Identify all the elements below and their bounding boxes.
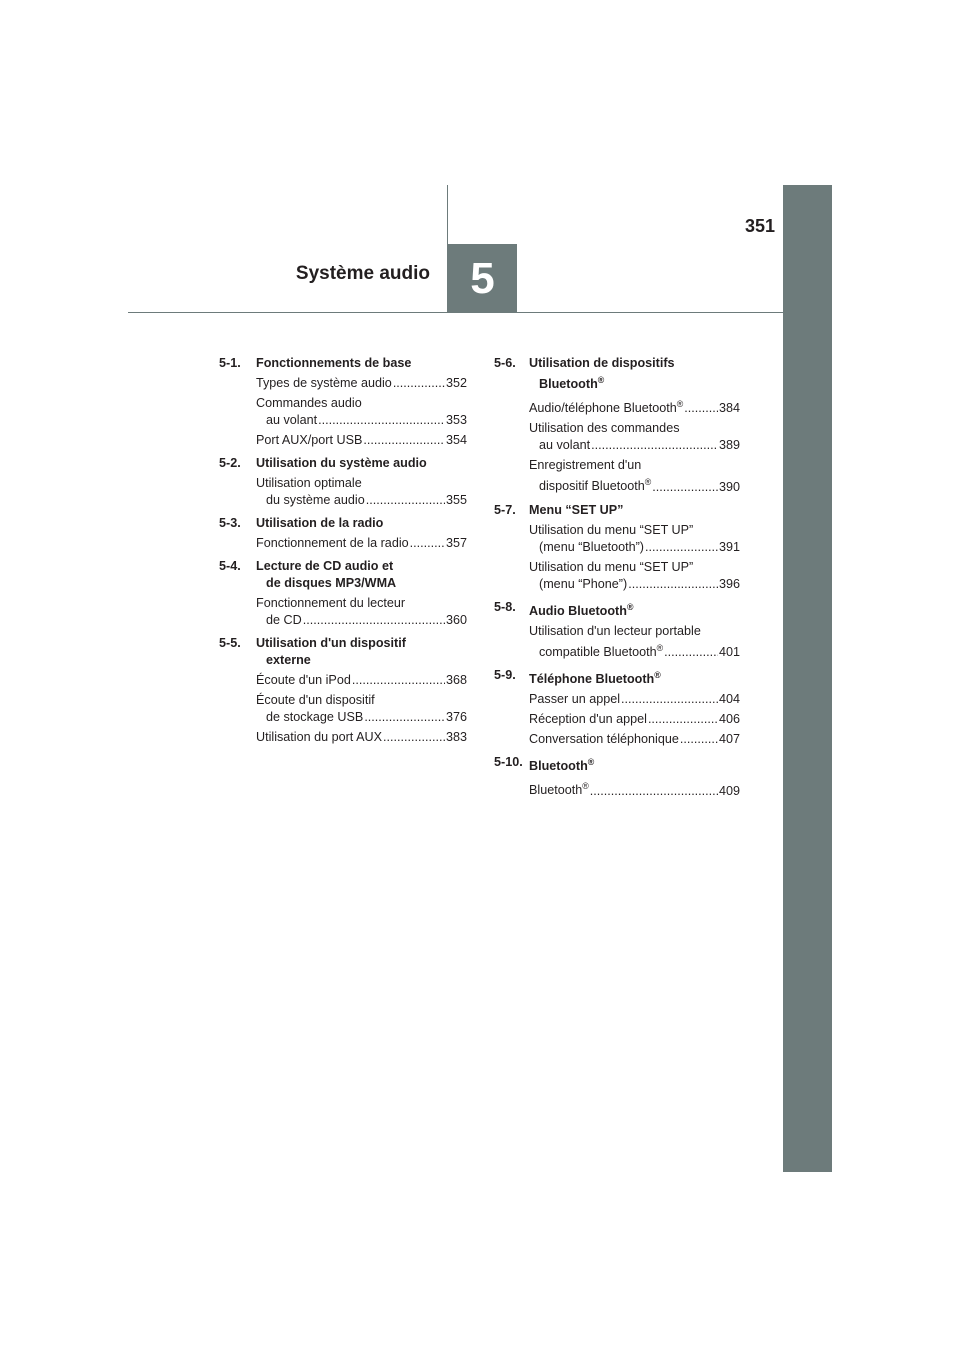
- toc-entry[interactable]: [529, 731, 740, 748]
- dot-leader: [383, 729, 445, 746]
- section-heading: [494, 667, 740, 688]
- toc-entry-line: [256, 535, 467, 552]
- toc-entry-line: [529, 437, 740, 454]
- toc-entry-line: [256, 492, 467, 509]
- dot-leader: [680, 731, 718, 748]
- dot-leader: [363, 432, 445, 449]
- toc-entry-text: Utilisation des commandes: [529, 421, 680, 436]
- dot-leader: [364, 709, 445, 726]
- section-number: 5-8.: [494, 599, 516, 614]
- dot-leader: [684, 400, 718, 417]
- toc-page-number: 352: [445, 376, 467, 390]
- toc-page-number: 357: [445, 536, 467, 550]
- section-title: [529, 754, 740, 775]
- section-title-line: de disques MP3/WMA: [266, 576, 397, 590]
- toc-entry-text: Écoute d'un iPod: [256, 673, 351, 687]
- toc-entry[interactable]: [256, 729, 467, 746]
- toc-entry-text: du système audio: [266, 493, 365, 507]
- toc-entry-text: (menu “Phone”): [539, 576, 628, 591]
- toc-section: [494, 599, 740, 661]
- toc-page-number: 355: [445, 493, 467, 507]
- toc-entry-line: [256, 692, 467, 709]
- toc-entry-text: au volant: [266, 413, 318, 427]
- toc-page-number: 368: [445, 673, 467, 687]
- toc-page-number: 396: [718, 576, 740, 591]
- toc-entry-line: [529, 559, 740, 576]
- toc-section: [219, 558, 467, 629]
- toc-entry-line: [529, 576, 740, 593]
- section-number: 5-9.: [494, 667, 516, 682]
- toc-page-number: 407: [718, 732, 740, 747]
- toc-entry-text: de stockage USB: [266, 710, 364, 724]
- toc-entry[interactable]: [256, 595, 467, 629]
- toc-entry-text: Utilisation du port AUX: [256, 730, 382, 744]
- section-title: [529, 355, 740, 393]
- dot-leader: [628, 576, 718, 593]
- section-number: 5-4.: [219, 559, 241, 573]
- toc-section: [494, 355, 740, 496]
- toc-page-number: 406: [718, 712, 740, 727]
- section-title-line: Lecture de CD audio et: [256, 559, 394, 573]
- toc-entry[interactable]: [529, 396, 740, 417]
- toc-entry-line: [529, 711, 740, 728]
- toc-entry-text: Conversation téléphonique: [529, 732, 679, 747]
- section-number: 5-5.: [219, 636, 241, 650]
- toc-entry[interactable]: [256, 395, 467, 429]
- toc-entry-text: Enregistrement d'un: [529, 458, 642, 473]
- section-heading: [494, 599, 740, 620]
- dot-leader: [591, 437, 718, 454]
- toc-entry-text: Réception d'un appel: [529, 712, 647, 727]
- section-heading: [494, 754, 740, 775]
- toc-entry-text: de CD: [266, 613, 302, 627]
- section-title: [256, 455, 467, 472]
- toc-entry[interactable]: [256, 475, 467, 509]
- toc-entry-line: [256, 595, 467, 612]
- toc-page-number: 401: [718, 644, 740, 659]
- toc-entry[interactable]: [529, 623, 740, 661]
- chapter-side-tab: [783, 185, 832, 1172]
- toc-entry[interactable]: [256, 375, 467, 392]
- section-heading: [219, 515, 467, 532]
- toc-left-column: [219, 355, 467, 752]
- section-number: 5-6.: [494, 356, 516, 370]
- dot-leader: [645, 539, 718, 556]
- toc-entry[interactable]: [529, 457, 740, 495]
- section-heading: [494, 355, 740, 393]
- toc-entry-line: [256, 375, 467, 392]
- dot-leader: [366, 492, 445, 509]
- section-number: 5-2.: [219, 456, 241, 470]
- toc-entry-text: (menu “Bluetooth”): [539, 539, 644, 554]
- dot-leader: [621, 691, 718, 708]
- section-title: [256, 355, 467, 372]
- dot-leader: [410, 535, 445, 552]
- section-title: [256, 558, 467, 592]
- toc-entry-text: Audio/téléphone Bluetooth®: [529, 399, 684, 416]
- toc-page-number: 391: [718, 539, 740, 554]
- toc-entry-text: Utilisation du menu “SET UP”: [529, 522, 694, 537]
- section-title-line: Utilisation de dispositifs: [529, 356, 675, 370]
- section-title-line: Bluetooth®: [539, 375, 605, 392]
- section-title-line: Menu “SET UP”: [529, 502, 624, 517]
- section-title: [256, 515, 467, 532]
- toc-entry-line: [529, 691, 740, 708]
- toc-entry-line: [529, 457, 740, 474]
- toc-page-number: 360: [445, 613, 467, 627]
- toc-page-number: 353: [445, 413, 467, 427]
- dot-leader: [652, 479, 718, 496]
- section-heading: [219, 635, 467, 669]
- toc-entry-text: dispositif Bluetooth®: [539, 477, 652, 494]
- toc-section: [219, 515, 467, 552]
- toc-right-column: [494, 355, 740, 806]
- toc-page-number: 409: [718, 783, 740, 798]
- toc-entry-line: [256, 729, 467, 746]
- section-heading: [219, 558, 467, 592]
- toc-page-number: 390: [718, 479, 740, 494]
- dot-leader: [352, 672, 445, 689]
- toc-entry-text: au volant: [539, 438, 591, 453]
- section-heading: [219, 455, 467, 472]
- toc-entry-text: Bluetooth®: [529, 781, 589, 798]
- section-number: 5-10.: [494, 755, 523, 770]
- toc-entry-line: [256, 395, 467, 412]
- toc-entry-text: Écoute d'un dispositif: [256, 693, 375, 707]
- toc-entry[interactable]: [256, 692, 467, 726]
- toc-entry[interactable]: [256, 432, 467, 449]
- toc-entry-line: [256, 612, 467, 629]
- page-number: 351: [744, 216, 775, 236]
- toc-entry[interactable]: [529, 691, 740, 708]
- toc-entry-line: [529, 474, 740, 495]
- section-number: 5-3.: [219, 516, 241, 530]
- toc-entry[interactable]: [256, 535, 467, 552]
- dot-leader: [664, 644, 718, 661]
- section-number: 5-7.: [494, 502, 516, 517]
- toc-page-number: 383: [445, 730, 467, 744]
- toc-entry[interactable]: [529, 711, 740, 728]
- toc-entry-line: [529, 420, 740, 437]
- section-title: [529, 599, 740, 620]
- toc-entry[interactable]: [529, 559, 740, 593]
- toc-entry-line: [529, 731, 740, 748]
- dot-leader: [393, 375, 445, 392]
- section-title: [529, 667, 740, 688]
- section-heading: [494, 502, 740, 519]
- section-title-line: Utilisation de la radio: [256, 516, 384, 530]
- toc-entry[interactable]: [529, 522, 740, 556]
- toc-entry-text: Utilisation du menu “SET UP”: [529, 559, 694, 574]
- toc-page-number: 389: [718, 438, 740, 453]
- chapter-number-box: [448, 244, 517, 313]
- dot-leader: [318, 412, 445, 429]
- toc-entry-line: [256, 432, 467, 449]
- section-title-line: Utilisation du système audio: [256, 456, 427, 470]
- toc-entry-line: [256, 475, 467, 492]
- toc-section: [494, 502, 740, 593]
- section-number: 5-1.: [219, 356, 241, 370]
- toc-entry-line: [529, 396, 740, 417]
- toc-page-number: 354: [445, 433, 467, 447]
- section-heading: [219, 355, 467, 372]
- toc-section: [219, 355, 467, 449]
- toc-entry-text: Commandes audio: [256, 396, 362, 410]
- section-title-line: Utilisation d'un dispositif: [256, 636, 406, 650]
- toc-entry-text: Passer un appel: [529, 692, 621, 707]
- toc-entry-line: [529, 778, 740, 799]
- section-title: [256, 635, 467, 669]
- toc-entry-line: [529, 522, 740, 539]
- section-title-line: Audio Bluetooth®: [529, 601, 634, 618]
- section-title: [529, 502, 740, 519]
- toc-entry[interactable]: [529, 420, 740, 454]
- toc-section: [219, 455, 467, 509]
- toc-page-number: 376: [445, 710, 467, 724]
- toc-entry-text: Utilisation optimale: [256, 476, 362, 490]
- section-title-line: Téléphone Bluetooth®: [529, 669, 661, 687]
- dot-leader: [590, 783, 718, 800]
- toc-section: [494, 754, 740, 799]
- chapter-number: 5: [470, 253, 495, 303]
- section-title-line: externe: [266, 653, 311, 667]
- toc-entry-line: [529, 539, 740, 556]
- toc-entry-line: [256, 412, 467, 429]
- toc-entry-line: [529, 640, 740, 661]
- section-title-line: Fonctionnements de base: [256, 356, 412, 370]
- dot-leader: [303, 612, 445, 629]
- toc-page-number: 384: [718, 401, 740, 416]
- toc-entry-text: Fonctionnement de la radio: [256, 536, 409, 550]
- toc-entry-text: Utilisation d'un lecteur portable: [529, 623, 701, 638]
- toc-entry-text: Fonctionnement du lecteur: [256, 596, 406, 610]
- toc-section: [219, 635, 467, 746]
- toc-entry-line: [256, 709, 467, 726]
- toc-section: [494, 667, 740, 748]
- toc-entry[interactable]: [256, 672, 467, 689]
- chapter-title: Système audio: [295, 263, 430, 284]
- dot-leader: [648, 711, 718, 728]
- toc-page-number: 404: [718, 692, 740, 707]
- toc-entry-line: [256, 672, 467, 689]
- toc-entry[interactable]: [529, 778, 740, 799]
- toc-entry-line: [529, 623, 740, 640]
- toc-entry-text: compatible Bluetooth®: [539, 642, 664, 659]
- section-title-line: Bluetooth®: [529, 757, 595, 774]
- toc-entry-text: Port AUX/port USB: [256, 433, 363, 447]
- toc-entry-text: Types de système audio: [256, 376, 392, 390]
